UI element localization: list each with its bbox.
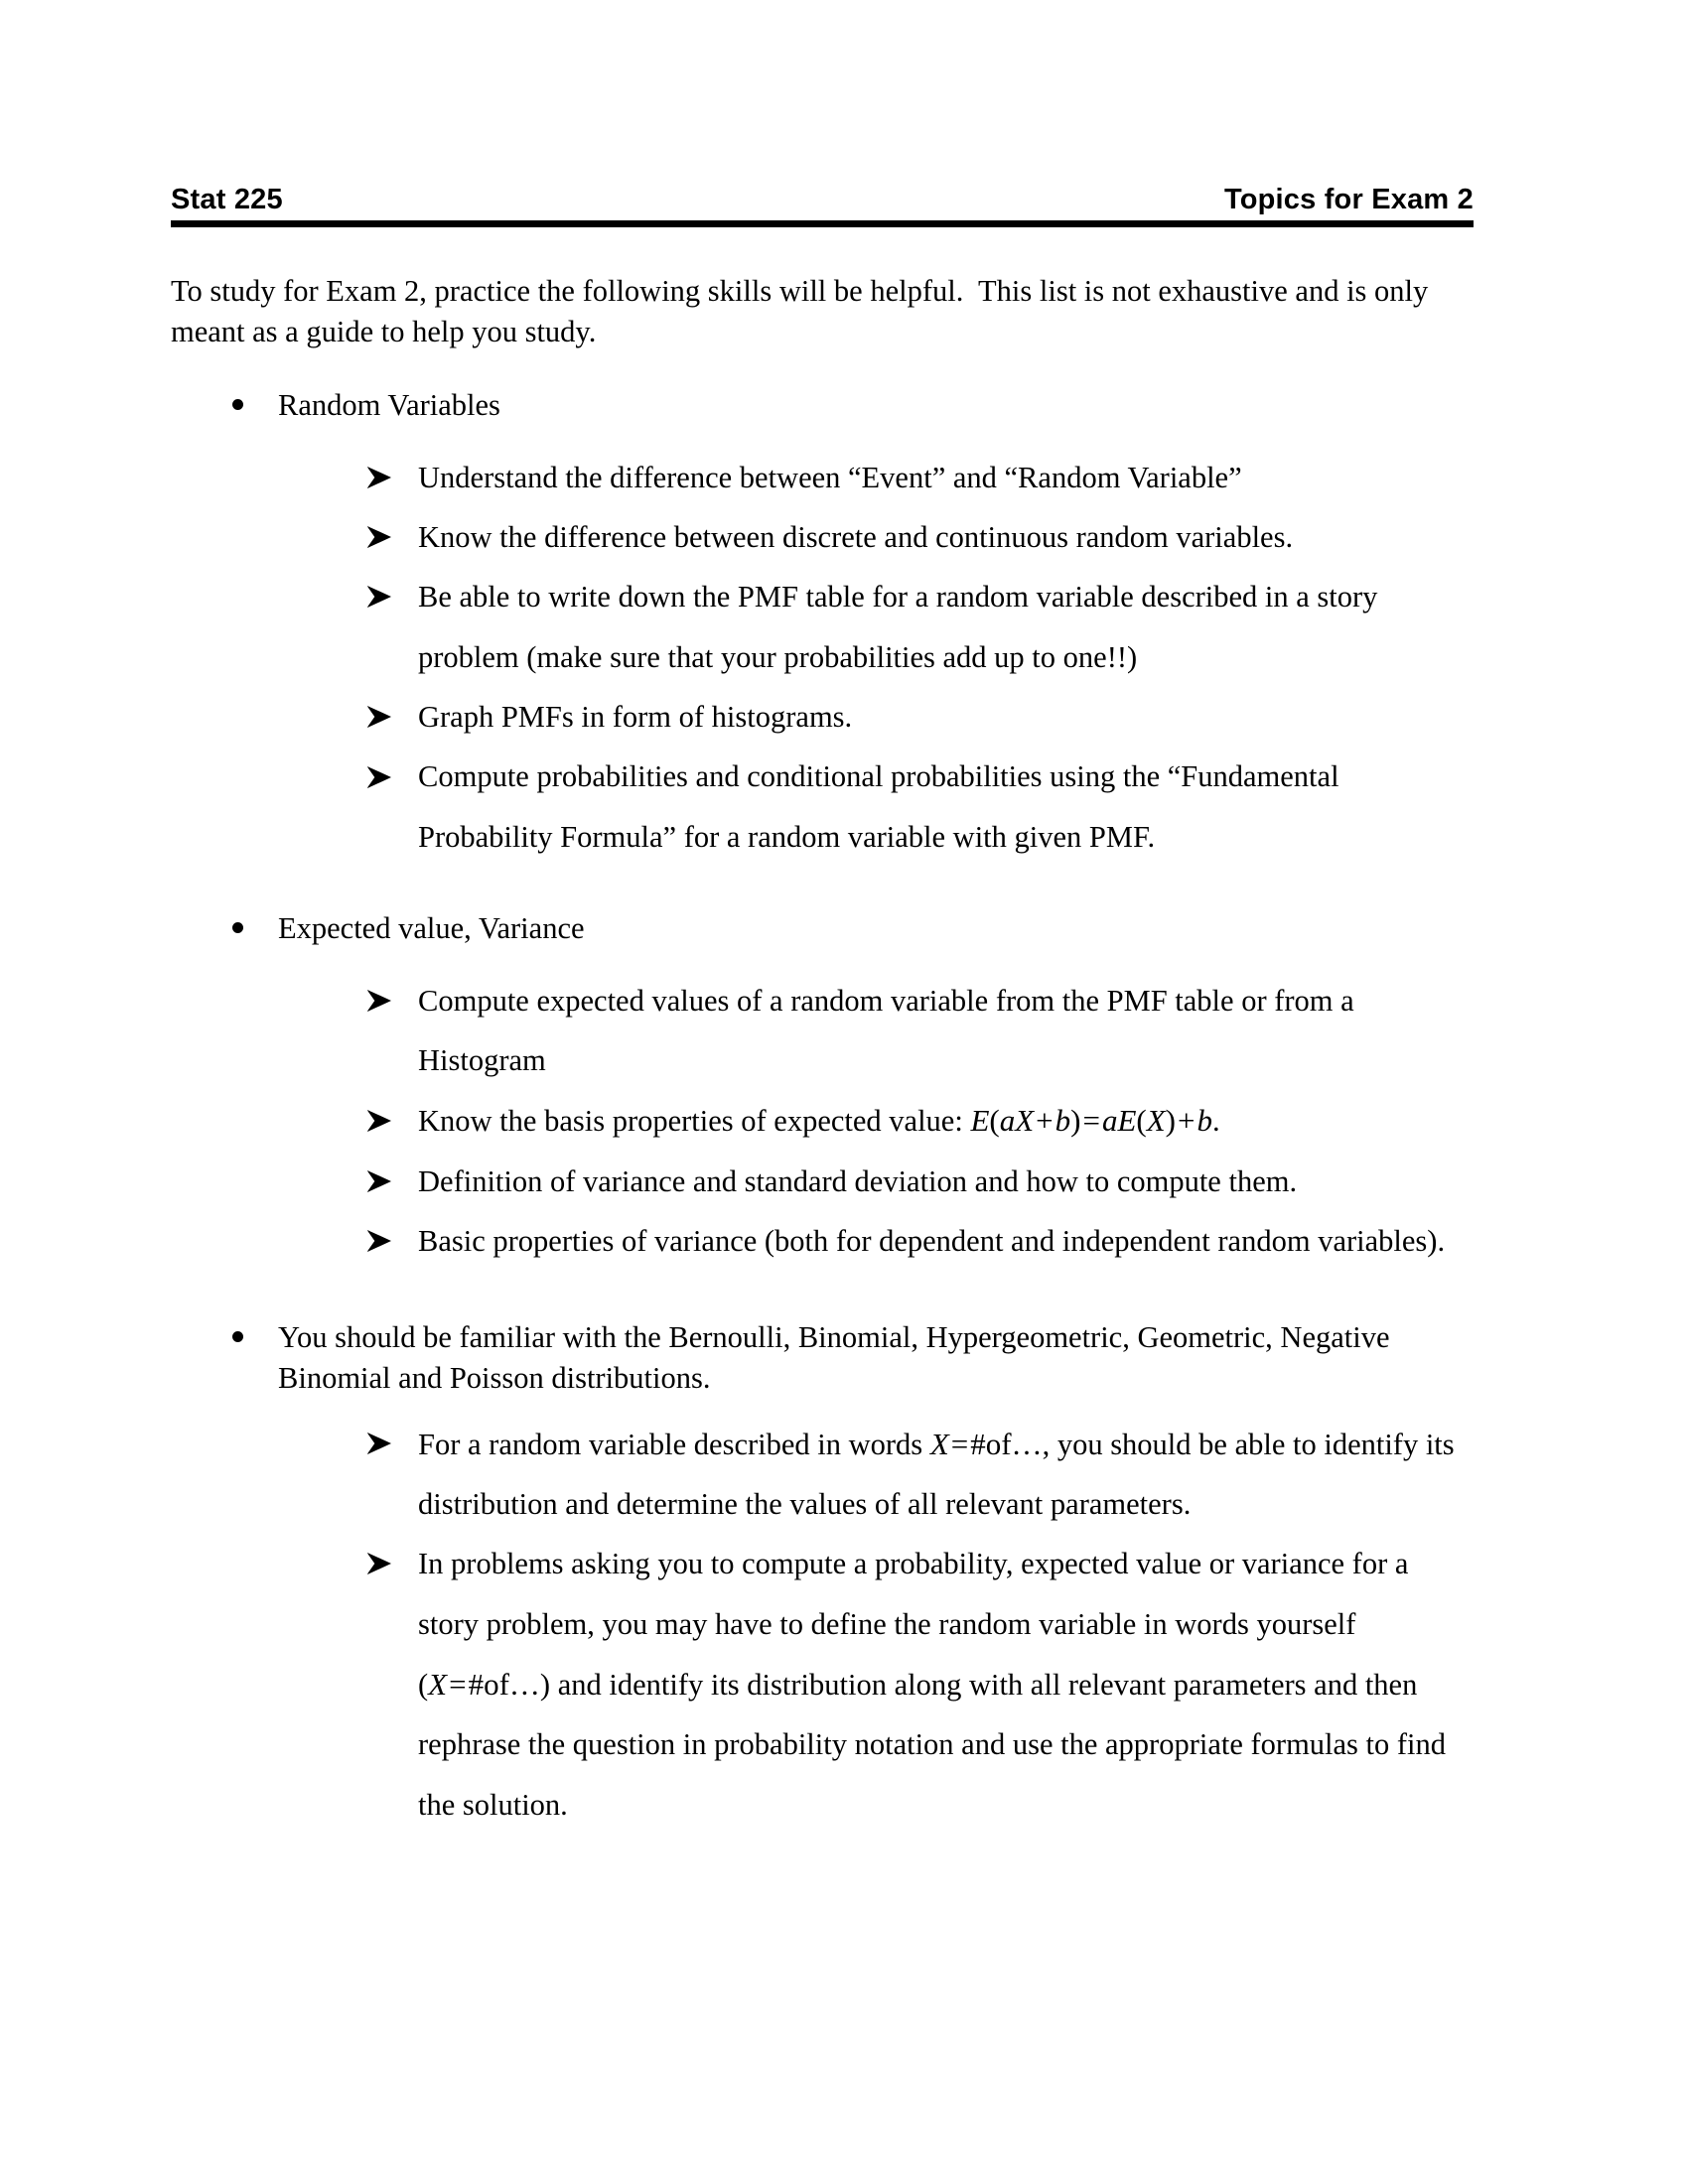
list-item-with-formula	[171, 1534, 1474, 1835]
expected-value-formula	[970, 1103, 1212, 1138]
arrowhead-right-icon	[365, 971, 399, 1030]
list-item-text: Definition of variance and standard deviation and how to compute them.	[418, 1163, 1298, 1198]
list-item	[171, 1211, 1474, 1271]
list-item-text-container	[418, 1414, 1474, 1535]
list-item-text-container	[418, 1090, 1474, 1151]
rv-of: of…	[985, 1426, 1043, 1461]
list-item	[171, 971, 1474, 1091]
arrowhead-right-icon	[365, 747, 399, 806]
list-item-text: Know the basis properties of expected value:	[418, 1104, 971, 1139]
bullet-dot-icon	[232, 922, 243, 933]
rv-hash: #	[468, 1667, 485, 1702]
formula-open-paren-1: (	[989, 1103, 1000, 1139]
section-distributions	[171, 1317, 1474, 1836]
arrowhead-right-icon	[365, 687, 399, 747]
formula-E1: E	[970, 1103, 990, 1139]
section-heading-bullet	[171, 1317, 1474, 1400]
list-item-text: Be able to write down the PMF table for a random variable described in a story problem (make sure that your probabilities add up to one!!)	[418, 580, 1378, 674]
subitem-list	[171, 448, 1474, 868]
list-item-text: Compute expected values of a random variable from the PMF table or from a Histogram	[418, 983, 1354, 1078]
subitem-list	[171, 1414, 1474, 1836]
list-item-text: Understand the difference between “Event” and “Random Variable”	[418, 460, 1242, 494]
bullet-dot-icon	[232, 399, 243, 410]
list-item-text: In problems asking you to compute a probability, expected value or variance for a story problem, you may have to define the random variable in words yourself (	[418, 1547, 1409, 1702]
list-item	[171, 567, 1474, 687]
rv-definition-formula	[930, 1427, 1043, 1461]
subitem-list	[171, 971, 1474, 1272]
section-random-variables	[171, 385, 1474, 867]
formula-b1: b	[1055, 1103, 1071, 1139]
formula-a1: a	[999, 1103, 1016, 1139]
section-heading-label: Expected value, Variance	[278, 911, 585, 946]
rv-X: X	[929, 1426, 949, 1461]
formula-close-paren-1: )	[1070, 1103, 1081, 1139]
rv-equals: =	[950, 1426, 969, 1461]
arrowhead-right-icon	[365, 1534, 399, 1593]
list-item-text-tail: ) and identify its distribution along with all relevant parameters and then rephrase the question in probability notation and use the appropriate formulas to find the solution.	[418, 1668, 1447, 1822]
formula-a2: a	[1101, 1103, 1118, 1139]
formula-close-paren-2: )	[1165, 1103, 1176, 1139]
rv-hash: #	[970, 1426, 986, 1461]
list-item	[171, 687, 1474, 747]
document-content	[171, 185, 1474, 1844]
arrowhead-right-icon	[365, 1211, 399, 1271]
formula-plus-1: +	[1036, 1103, 1054, 1139]
list-item	[171, 747, 1474, 867]
intro-paragraph: To study for Exam 2, practice the following skills will be helpful. This list is not exhaustive and is only meant as a guide to help you study.	[171, 274, 1436, 348]
header-title: Topics for Exam 2	[1223, 184, 1474, 215]
list-item-text: For a random variable described in words	[418, 1427, 930, 1461]
list-item-text-container	[418, 1534, 1474, 1835]
formula-b2: b	[1196, 1103, 1212, 1139]
formula-trailing-period: .	[1211, 1104, 1220, 1139]
arrowhead-right-icon	[365, 1414, 399, 1473]
list-item	[171, 448, 1474, 507]
rv-of: of…	[484, 1667, 540, 1702]
header-divider-rule	[171, 220, 1474, 227]
list-item-with-formula	[171, 1090, 1474, 1151]
arrowhead-right-icon	[365, 1090, 399, 1150]
section-heading-label: You should be familiar with the Bernoulli, Binomial, Hypergeometric, Geometric, Negative Binomial and Poisson distributions.	[278, 1319, 1390, 1396]
arrowhead-right-icon	[365, 448, 399, 507]
section-heading-bullet	[171, 908, 1474, 949]
section-heading-label: Random Variables	[278, 387, 500, 422]
rv-definition-formula	[428, 1667, 540, 1702]
bullet-dot-icon	[232, 1331, 243, 1342]
formula-open-paren-2: (	[1136, 1103, 1147, 1139]
formula-equals: =	[1082, 1103, 1100, 1139]
document-header	[171, 185, 1474, 220]
arrowhead-right-icon	[365, 1152, 399, 1211]
section-heading-bullet	[171, 385, 1474, 426]
section-expected-value-variance	[171, 908, 1474, 1271]
list-item-with-formula	[171, 1414, 1474, 1535]
arrowhead-right-icon	[365, 507, 399, 567]
list-item-text: Know the difference between discrete and continuous random variables.	[418, 519, 1294, 554]
list-item-text: Compute probabilities and conditional probabilities using the “Fundamental Probability Formula” for a random variable with given PMF.	[418, 759, 1339, 854]
list-item	[171, 1152, 1474, 1211]
formula-plus-2: +	[1177, 1103, 1196, 1139]
formula-E2: E	[1117, 1103, 1137, 1139]
header-course-code: Stat 225	[171, 184, 283, 215]
rv-X: X	[428, 1667, 448, 1702]
list-item	[171, 507, 1474, 567]
rv-equals: =	[449, 1667, 467, 1702]
list-item-text: Basic properties of variance (both for dependent and independent random variables).	[418, 1224, 1446, 1259]
formula-X2: X	[1146, 1103, 1166, 1139]
arrowhead-right-icon	[365, 567, 399, 626]
list-item-text: Graph PMFs in form of histograms.	[418, 700, 853, 734]
formula-X1: X	[1015, 1103, 1035, 1139]
list-item-text-tail: , you should be able to identify its distribution and determine the values of all relevant parameters.	[418, 1427, 1455, 1521]
